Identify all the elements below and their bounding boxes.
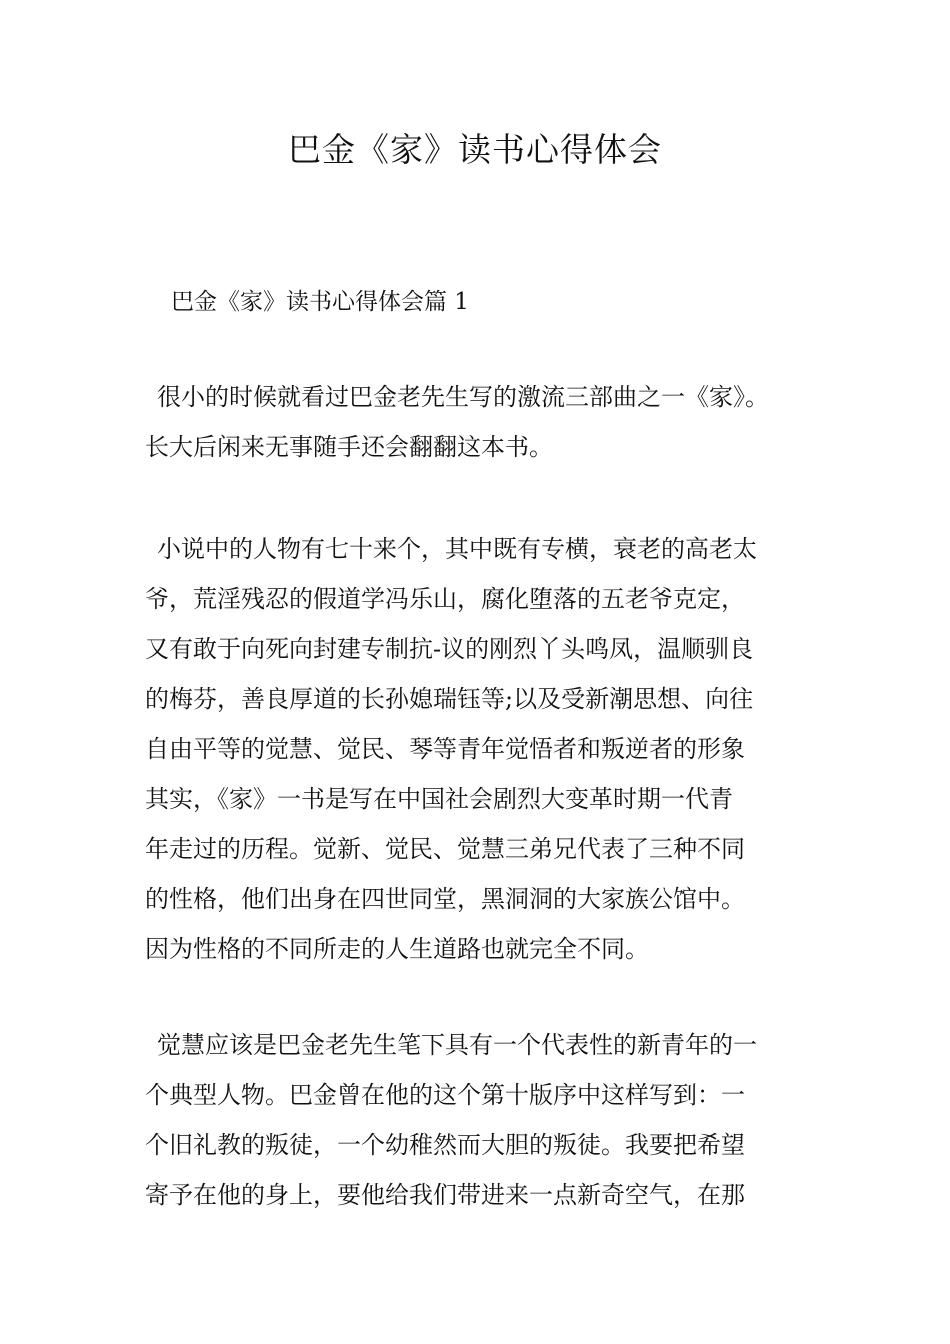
paragraph-line: 年走过的历程。觉新、觉民、觉慧三弟兄代表了三种不同 [145, 835, 745, 863]
paragraph-3 [145, 1020, 825, 1220]
paragraph-line: 觉慧应该是巴金老先生笔下具有一个代表性的新青年的一 [157, 1031, 757, 1059]
paragraph-line: 自由平等的觉慧、觉民、琴等青年觉悟者和叛逆者的形象 [145, 735, 745, 763]
paragraph-line: 因为性格的不同所走的人生道路也就完全不同。 [145, 935, 649, 963]
section-heading: 巴金《家》读书心得体会篇 1 [171, 289, 469, 315]
paragraph-line: 的性格，他们出身在四世同堂，黑洞洞的大家族公馆中。 [145, 885, 745, 913]
document-title: 巴金《家》读书心得体会 [288, 130, 662, 169]
paragraph-line: 长大后闲来无事随手还会翻翻这本书。 [145, 433, 553, 461]
paragraph-line: 小说中的人物有七十来个，其中既有专横，衰老的高老太 [157, 535, 757, 563]
paragraph-line: 寄予在他的身上，要他给我们带进来一点新奇空气，在那 [145, 1181, 745, 1209]
paragraph-line: 其实，《家》一书是写在中国社会剧烈大变革时期一代青 [145, 785, 733, 813]
paragraph-line: 个旧礼教的叛徒，一个幼稚然而大胆的叛徒。我要把希望 [145, 1131, 745, 1159]
paragraph-line: 个典型人物。巴金曾在他的这个第十版序中这样写到：一 [145, 1081, 745, 1109]
paragraph-1 [145, 372, 825, 472]
paragraph-line: 很小的时候就看过巴金老先生写的激流三部曲之一《家》。 [157, 383, 769, 411]
paragraph-line: 的梅芬，善良厚道的长孙媳瑞钰等;以及受新潮思想、向往 [145, 685, 754, 713]
paragraph-2 [145, 524, 825, 974]
paragraph-line: 又有敢于向死向封建专制抗-议的刚烈丫头鸣凤，温顺驯良 [145, 635, 754, 663]
paragraph-line: 爷，荒淫残忍的假道学冯乐山，腐化堕落的五老爷克定， [145, 585, 745, 613]
